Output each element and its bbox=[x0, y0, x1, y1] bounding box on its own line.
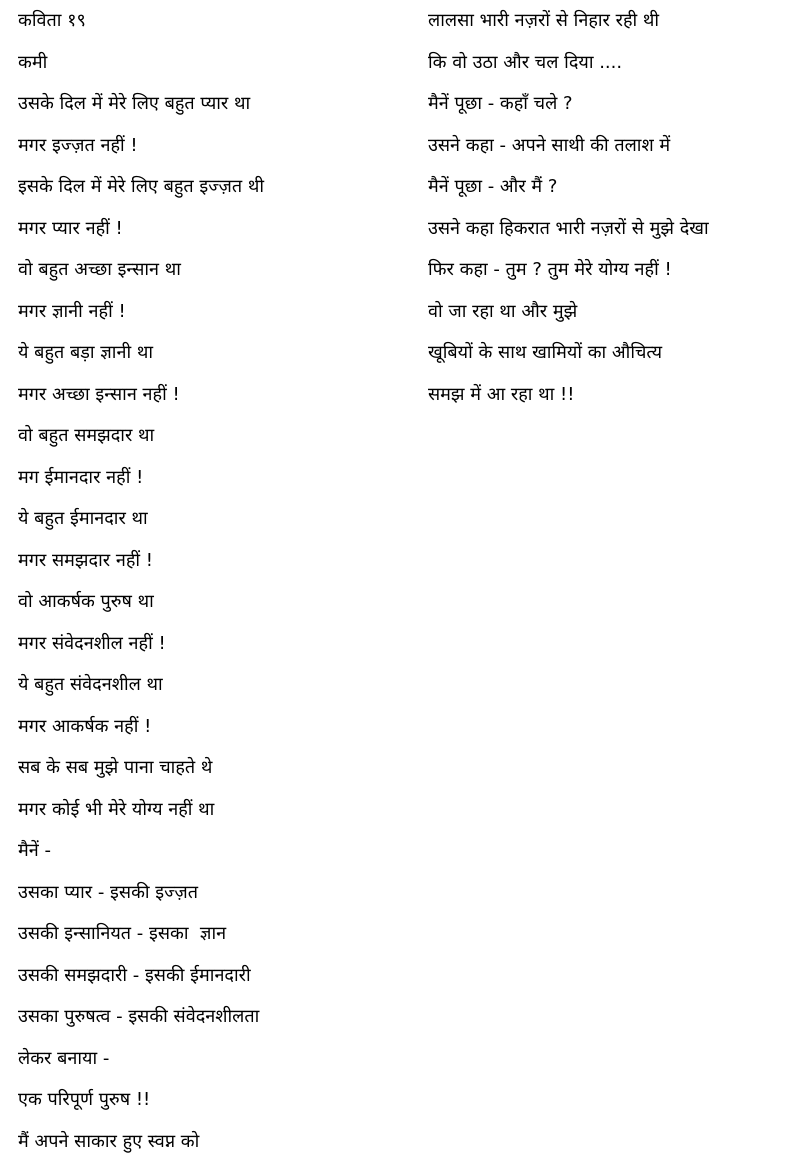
poem-line: वो आकर्षक पुरुष था bbox=[18, 585, 398, 627]
poem-line: मैं अपने साकार हुए स्वप्न को bbox=[18, 1125, 398, 1166]
poem-line: लालसा भारी नज़रों से निहार रही थी bbox=[428, 4, 788, 46]
poem-line: खूबियों के साथ खामियों का औचित्य bbox=[428, 336, 788, 378]
poem-line: मगर इज्ज़त नहीं ! bbox=[18, 129, 398, 171]
poem-line: मगर अच्छा इन्सान नहीं ! bbox=[18, 378, 398, 420]
poem-line: उसकी इन्सानियत - इसका ज्ञान bbox=[18, 917, 398, 959]
poem-line: वो जा रहा था और मुझे bbox=[428, 295, 788, 337]
poem-line: कमी bbox=[18, 46, 398, 88]
poem-line: ये बहुत बड़ा ज्ञानी था bbox=[18, 336, 398, 378]
poem-line: उसने कहा - अपने साथी की तलाश में bbox=[428, 129, 788, 171]
poem-line: कि वो उठा और चल दिया .... bbox=[428, 46, 788, 88]
poem-line: एक परिपूर्ण पुरुष !! bbox=[18, 1083, 398, 1125]
poem-line: मगर प्यार नहीं ! bbox=[18, 212, 398, 254]
poem-line: फिर कहा - तुम ? तुम मेरे योग्य नहीं ! bbox=[428, 253, 788, 295]
poem-line: समझ में आ रहा था !! bbox=[428, 378, 788, 420]
poem-line: उसका प्यार - इसकी इज्ज़त bbox=[18, 876, 398, 918]
poem-line: मग ईमानदार नहीं ! bbox=[18, 461, 398, 503]
poem-line: उसकी समझदारी - इसकी ईमानदारी bbox=[18, 959, 398, 1001]
poem-line: उसके दिल में मेरे लिए बहुत प्यार था bbox=[18, 87, 398, 129]
poem-line: मगर ज्ञानी नहीं ! bbox=[18, 295, 398, 337]
poem-line: मगर समझदार नहीं ! bbox=[18, 544, 398, 586]
poem-line: मगर आकर्षक नहीं ! bbox=[18, 710, 398, 752]
poem-line: उसका पुरुषत्व - इसकी संवेदनशीलता bbox=[18, 1000, 398, 1042]
poem-line: मैनें - bbox=[18, 834, 398, 876]
poem-line: मैनें पूछा - और मैं ? bbox=[428, 170, 788, 212]
poem-line: मगर संवेदनशील नहीं ! bbox=[18, 627, 398, 669]
poem-line: ये बहुत ईमानदार था bbox=[18, 502, 398, 544]
poem-line: सब के सब मुझे पाना चाहते थे bbox=[18, 751, 398, 793]
poem-line: ये बहुत संवेदनशील था bbox=[18, 668, 398, 710]
poem-line: मैनें पूछा - कहाँ चले ? bbox=[428, 87, 788, 129]
poem-right-column bbox=[428, 4, 788, 419]
poem-line: इसके दिल में मेरे लिए बहुत इज्ज़त थी bbox=[18, 170, 398, 212]
poem-left-column bbox=[18, 4, 398, 1166]
poem-line: वो बहुत अच्छा इन्सान था bbox=[18, 253, 398, 295]
poem-line: मगर कोई भी मेरे योग्य नहीं था bbox=[18, 793, 398, 835]
poem-line: उसने कहा हिकरात भारी नज़रों से मुझे देखा bbox=[428, 212, 788, 254]
poem-line: वो बहुत समझदार था bbox=[18, 419, 398, 461]
poem-line: लेकर बनाया - bbox=[18, 1042, 398, 1084]
poem-line: कविता १९ bbox=[18, 4, 398, 46]
